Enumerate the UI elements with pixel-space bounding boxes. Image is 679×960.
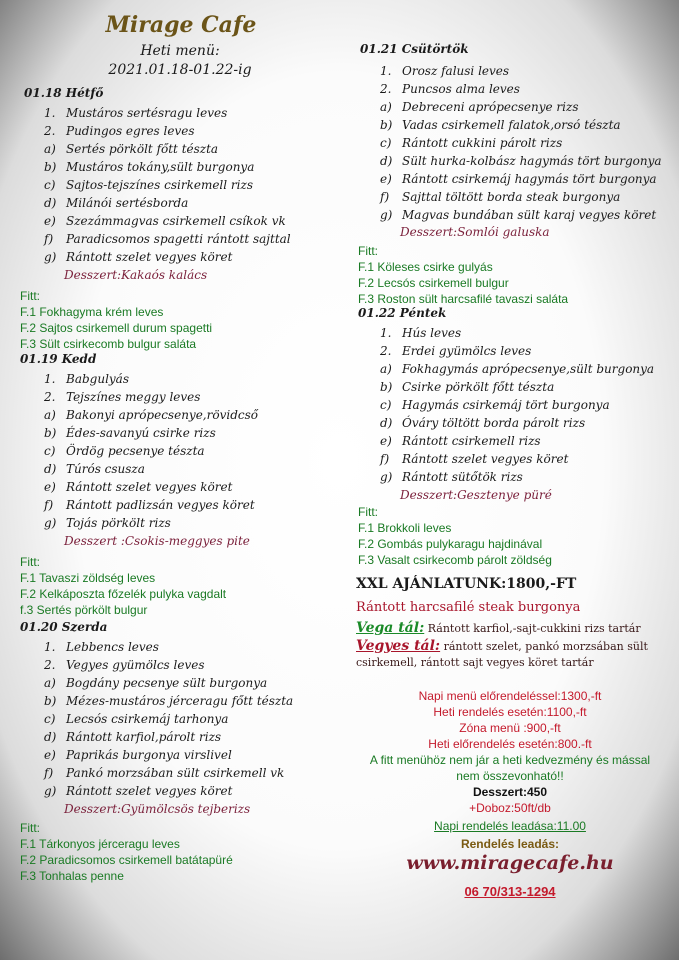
vega-plate-label: Vega tál: — [356, 620, 425, 636]
list-item: e) Szezámmagvas csirkemell csíkok vk — [44, 214, 286, 228]
list-item: g) Tojás pörkölt rizs — [44, 516, 171, 530]
list-item: c) Ördög pecsenye tészta — [44, 444, 205, 458]
list-item: a) Fokhagymás aprópecsenye,sült burgonya — [380, 362, 655, 376]
day-items-monday — [44, 104, 334, 266]
list-item: b) Mézes-mustáros jérceragu főtt tészta — [44, 694, 294, 708]
list-item: b) Édes-savanyú csirke rizs — [44, 426, 216, 440]
list-item: f) Sajttal töltött borda steak burgonya — [380, 190, 621, 204]
list-item: c) Lecsós csirkemáj tarhonya — [44, 712, 229, 726]
list-item: 1. Mustáros sertésragu leves — [44, 106, 228, 120]
list-item: f) Paradicsomos spagetti rántott sajttal — [44, 232, 291, 246]
mixed-plate — [356, 638, 656, 671]
day-heading-tuesday: 01.19 Kedd — [20, 352, 97, 366]
list-item: d) Milánói sertésborda — [44, 196, 189, 210]
list-item: a) Debreceni aprópecsenye rizs — [380, 100, 579, 114]
list-item: 1. Orosz falusi leves — [380, 64, 510, 78]
list-item: 1. Lebbencs leves — [44, 640, 159, 654]
list-item: e) Rántott csirkemáj hagymás tört burgonya — [380, 172, 657, 186]
list-item: b) Csirke pörkölt főtt tészta — [380, 380, 555, 394]
menu-subtitle: Heti menü: — [140, 43, 220, 59]
list-item: a) Sertés pörkölt főtt tészta — [44, 142, 219, 156]
list-item: a) Bogdány pecsenye sült burgonya — [44, 676, 268, 690]
list-item: d) Sült hurka-kolbász hagymás tört burgonya — [380, 154, 662, 168]
list-item: a) Bakonyi aprópecsenye,rövidcső — [44, 408, 258, 422]
list-item: g) Magvas bundában sült karaj vegyes köret — [380, 208, 657, 222]
list-item: c) Hagymás csirkemáj tört burgonya — [380, 398, 610, 412]
fitt-monday: Fitt: F.1 Fokhagyma krém leves F.2 Sajtos csirkemell durum spagetti F.3 Sült csirkecomb bulgur saláta — [20, 289, 213, 351]
list-item: 2. Vegyes gyümölcs leves — [44, 658, 205, 672]
list-item: f) Rántott szelet vegyes köret — [380, 452, 569, 466]
vega-plate — [356, 620, 646, 637]
fitt-friday: Fitt: F.1 Brokkoli leves F.2 Gombás pulykaragu hajdinával F.3 Vasalt csirkecomb párolt zöldség — [358, 505, 552, 567]
list-item: e) Rántott csirkemell rizs — [380, 434, 541, 448]
list-item: g) Rántott szelet vegyes köret — [44, 250, 233, 264]
dessert-friday: Desszert:Gesztenye püré — [400, 488, 552, 502]
day-heading-thursday: 01.21 Csütörtök — [360, 42, 469, 56]
xxl-offer-title: XXL AJÁNLATUNK:1800,-FT — [356, 576, 577, 592]
list-item: 1. Hús leves — [380, 326, 462, 340]
list-item: e) Paprikás burgonya virslivel — [44, 748, 232, 762]
day-items-wednesday — [44, 638, 334, 800]
fitt-tuesday: Fitt: F.1 Tavaszi zöldség leves F.2 Kelkáposzta főzelék pulyka vagdalt f.3 Sertés pörkölt bulgur — [20, 555, 227, 617]
list-item: g) Rántott szelet vegyes köret — [44, 784, 233, 798]
dessert-tuesday: Desszert :Csokis-meggyes pite — [64, 534, 250, 548]
day-items-thursday — [380, 62, 676, 224]
list-item: f) Rántott padlizsán vegyes köret — [44, 498, 255, 512]
dessert-thursday: Desszert:Somlói galuska — [400, 225, 550, 239]
list-item: b) Mustáros tokány,sült burgonya — [44, 160, 255, 174]
list-item: 2. Tejszínes meggy leves — [44, 390, 201, 404]
fitt-wednesday: Fitt: F.1 Tárkonyos jérceragu leves F.2 Paradicsomos csirkemell batátapüré F.3 Tonhalas penne — [20, 821, 233, 883]
list-item: 2. Erdei gyümölcs leves — [380, 344, 532, 358]
list-item: d) Óváry töltött borda párolt rizs — [380, 416, 586, 430]
list-item: e) Rántott szelet vegyes köret — [44, 480, 233, 494]
list-item: g) Rántott sütőtök rizs — [380, 470, 523, 484]
list-item: 1. Babgulyás — [44, 372, 129, 386]
day-items-tuesday — [44, 370, 334, 532]
list-item: d) Túrós csusza — [44, 462, 145, 476]
price-info: Napi menü előrendeléssel:1300,-ft Heti rendelés esetén:1100,-ft Zóna menü :900,-ft Heti előrendelés esetén:800.-ft A fitt menühöz nem jár a heti kedvezmény és mással nem összevonható!! Desszert:450 +Doboz:50ft/db Napi rendelés leadása:11.00 Rendelés leadás: — [369, 689, 651, 851]
list-item: d) Rántott karfiol,párolt rizs — [44, 730, 222, 744]
day-heading-wednesday: 01.20 Szerda — [20, 620, 108, 634]
vega-plate-text: Rántott karfiol,-sajt-cukkini rizs tartár — [424, 622, 641, 635]
dessert-monday: Desszert:Kakaós kalács — [64, 268, 208, 282]
list-item: c) Rántott cukkini párolt rizs — [380, 136, 563, 150]
list-item: c) Sajtos-tejszínes csirkemell rizs — [44, 178, 253, 192]
menu-week: 2021.01.18-01.22-ig — [108, 62, 252, 78]
xxl-offer-dish: Rántott harcsafilé steak burgonya — [356, 600, 581, 615]
list-item: b) Vadas csirkemell falatok,orsó tészta — [380, 118, 621, 132]
day-items-friday — [380, 324, 676, 486]
day-heading-friday: 01.22 Péntek — [358, 306, 447, 320]
dessert-wednesday: Desszert:Gyümölcsös tejberizs — [64, 802, 251, 816]
day-heading-monday: 01.18 Hétfő — [24, 86, 104, 100]
website-link[interactable]: www.miragecafe.hu — [406, 852, 614, 874]
mixed-plate-text: rántott szelet, pankó morzsában sült csirkemell, rántott sajt vegyes köret tartár — [356, 640, 648, 669]
list-item: 2. Puncsos alma leves — [380, 82, 520, 96]
phone-number[interactable]: 06 70/313-1294 — [464, 884, 556, 899]
fitt-thursday: Fitt: F.1 Köleses csirke gulyás F.2 Lecsós csirkemell bulgur F.3 Roston sült harcsafilé tavaszi saláta — [358, 244, 569, 306]
list-item: f) Pankó morzsában sült csirkemell vk — [44, 766, 285, 780]
mixed-plate-label: Vegyes tál: — [356, 638, 441, 654]
list-item: 2. Pudingos egres leves — [44, 124, 195, 138]
cafe-title: Mirage Cafe — [105, 12, 257, 38]
